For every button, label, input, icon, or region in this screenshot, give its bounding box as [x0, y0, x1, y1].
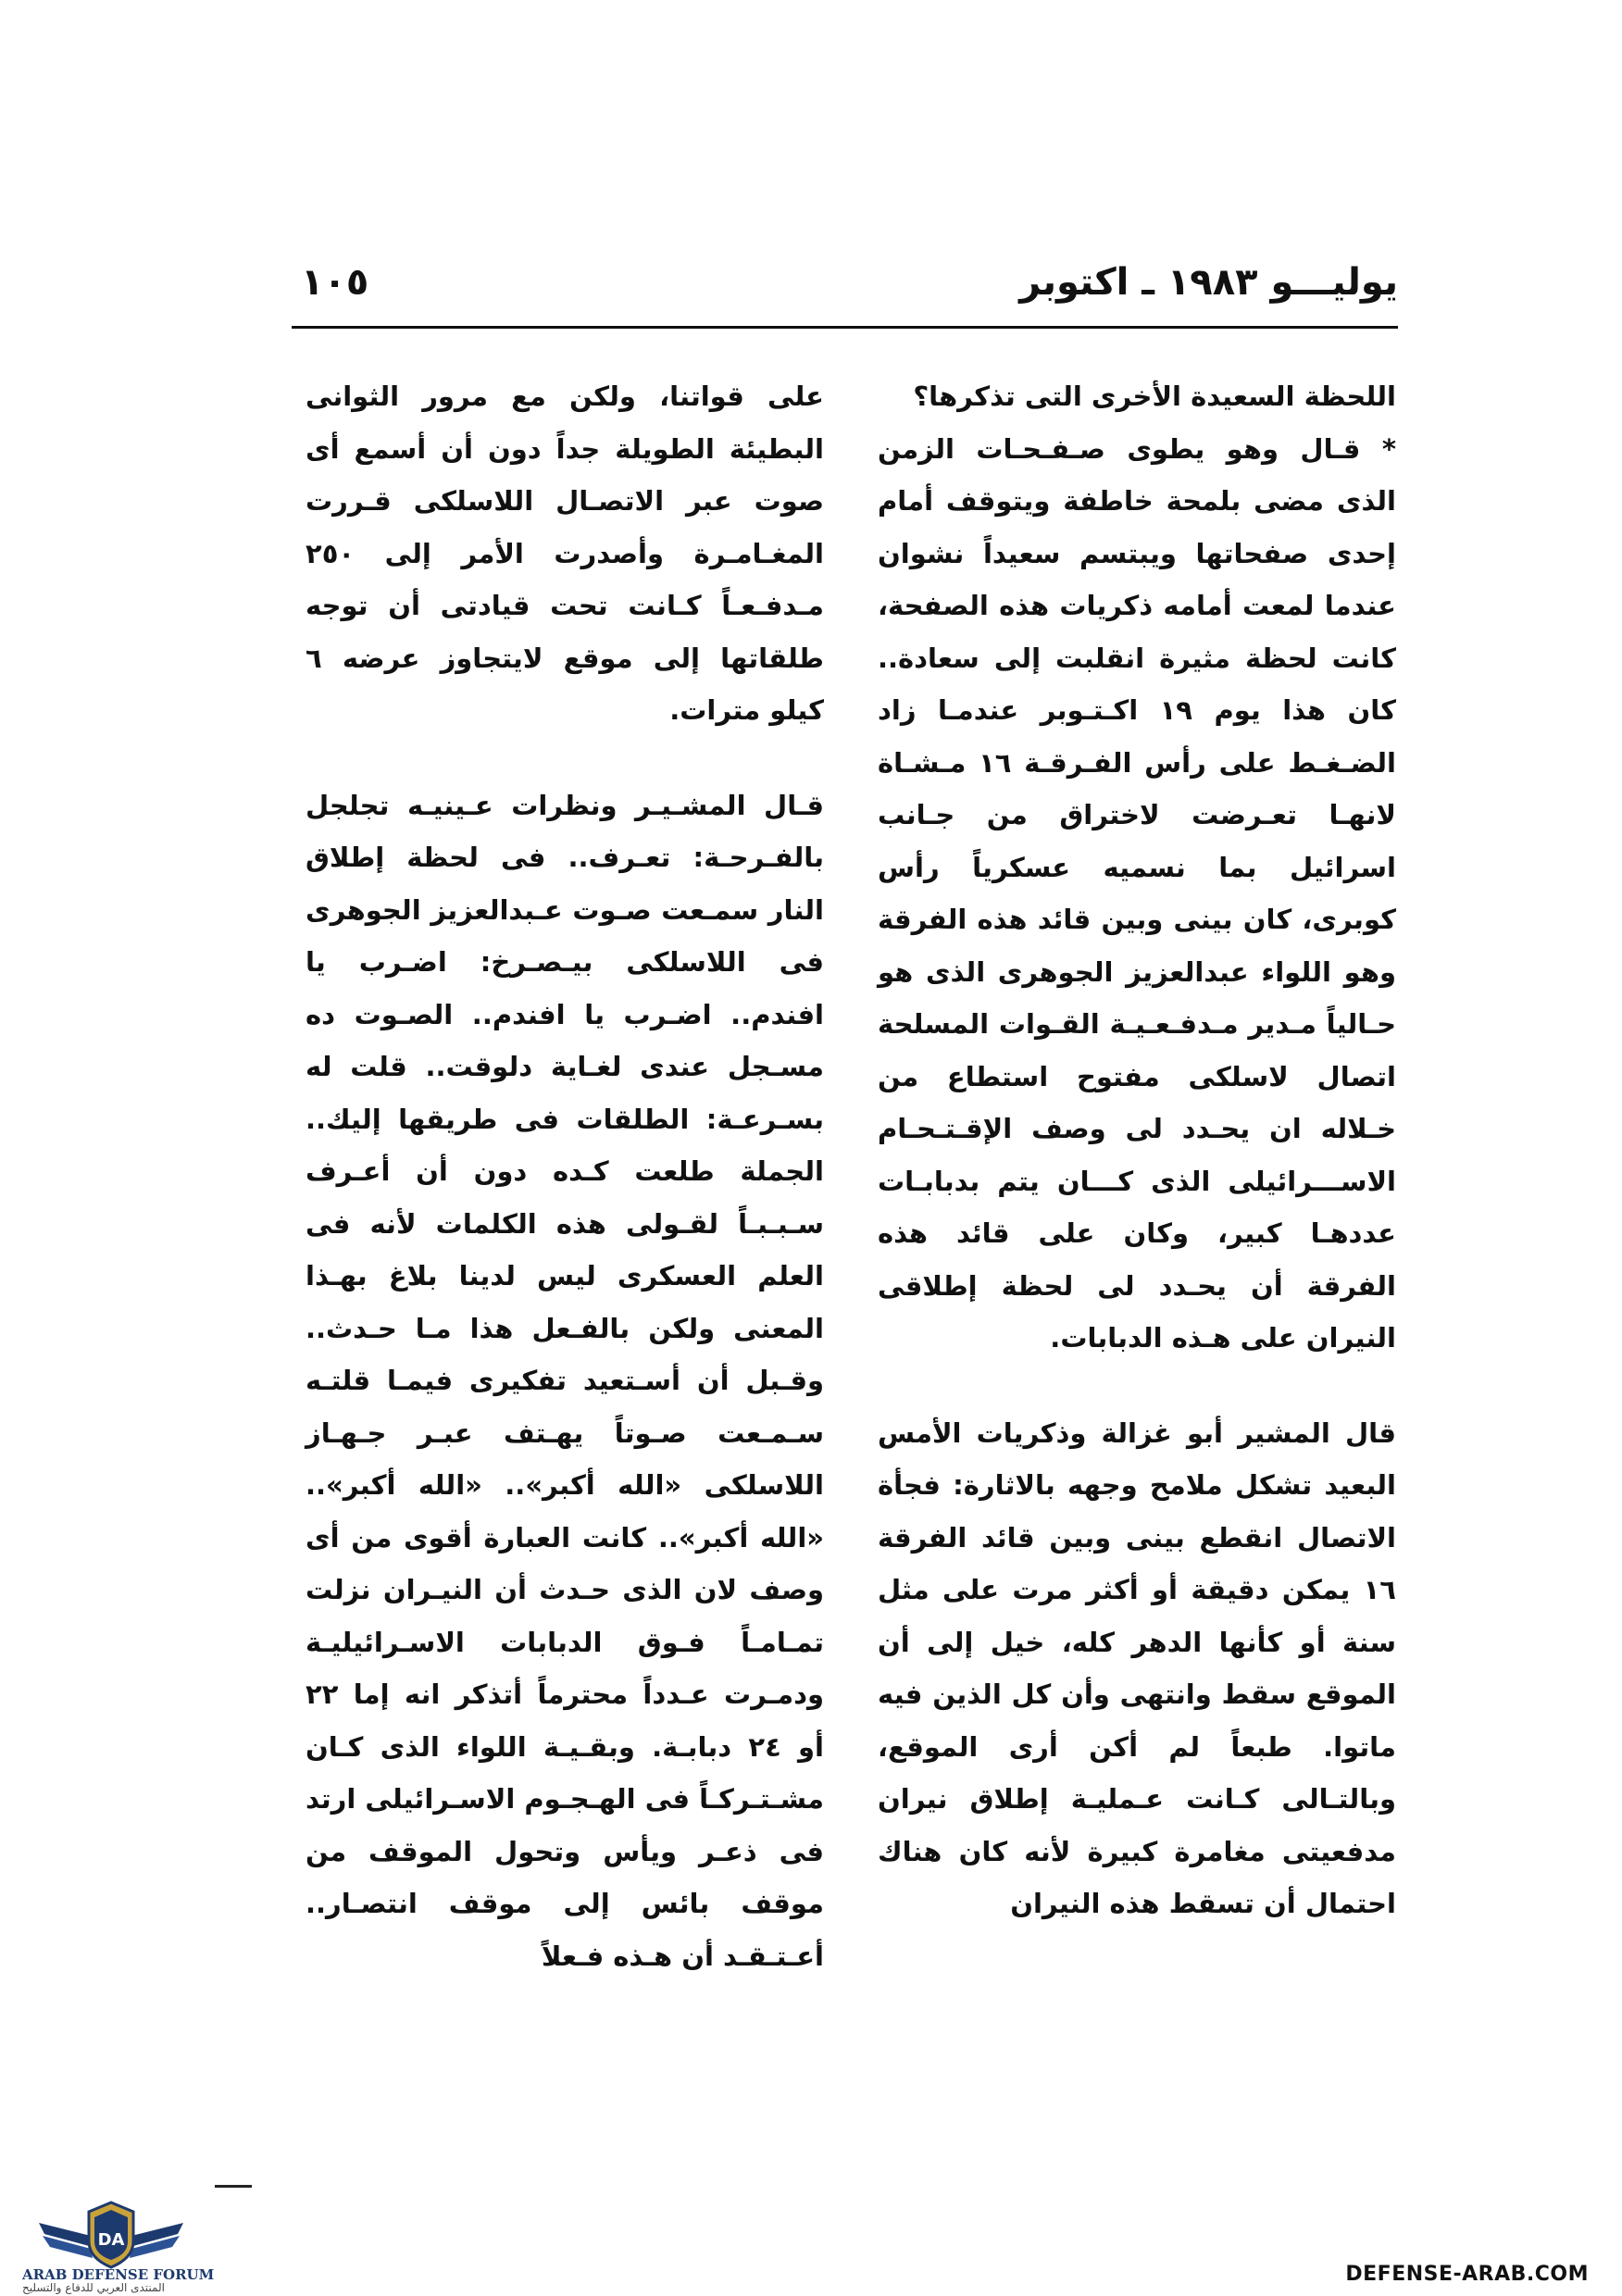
- paragraph-recollection: قال المشير أبو غزالة وذكريات الأمس البعيد تشكل ملامح وجهه بالاثارة: فجأة الاتصال انقطع بينى وبين قائد الفرقة ١٦ يمكن دقيقة أو أكثر مرت على مثل سنة أو كأنها الدهر كله، خيل إلى أن الموقع سقط وانتهى وأن كل الذين فيه ماتوا. طبعاً لم أكن أرى الموقع، وبالتـالى كـانت عـمليـة إطلاق نيران مدفعيتى مغامرة كبيرة لأنه كان هناك احتمال أن تسقط هذه النيران: [878, 1416, 1396, 1919]
- logo-subtitle: المنتدى العربي للدفاع والتسليح: [22, 2281, 165, 2294]
- page-header: [301, 261, 1398, 326]
- right-column: [878, 370, 1396, 2148]
- paragraph-continuation: على قواتنا، ولكن مع مرور الثوانى البطيئة الطويلة جداً دون أن أسمع أى صوت عبر الاتصـال اللاسلكى قـررت المغـامـرة وأصدرت الأمر إلى ٢٥٠ مـدفـعـاً كـانت تحت قيادتى أن توجه طلقاتها إلى موقع لايتجاوز عرضه ٦ كيلو مترات.: [306, 381, 824, 726]
- site-watermark: DEFENSE-ARAB.COM: [1345, 2263, 1589, 2286]
- logo-name: ARAB DEFENSE FORUM: [22, 2266, 215, 2283]
- left-column: [306, 370, 824, 2148]
- page-number: ١٠٥: [301, 261, 369, 304]
- paragraph-marshal-quote: قـال المشـيـر ونظرات عـينيـه تجلجل بالفـرحـة: تعـرف.. فى لحظة إطلاق النار سمـعت صـوت عـبدالعزيز الجوهرى فى اللاسلكى بيـصـرخ: اضـرب يا افندم.. اضـرب يا افندم.. الصـوت ده مسـجل عندى لغـاية دلوقت.. قلت له بسـرعـة: الطلقات فى طريقها إليك.. الجملة طلعت كـده دون أن أعـرف سـبـبـاً لقـولى هذه الكلمات لأنه فى العلم العسكرى ليس لدينا بلاغ بهـذا المعنى ولكن بالفـعل هذا مـا حـدث.. وقـبل أن أسـتعيد تفكيرى فيمـا قلتـه سـمـعت صـوتاً يهـتف عبـر جـهـاز اللاسلكى «الله أكبر».. «الله أكبر».. «الله أكبر».. كانت العبارة أقوى من أى وصف لان الذى حـدث أن النيـران نزلت تمـامـاً فـوق الدبابات الاسـرائيليـة ودمـرت عـدداً محترماً أتذكر انه إما ٢٢ أو ٢٤ دبابـة. وبقـيـة اللواء الذى كـان مشـتـركـاً فى الهـجـوم الاسـرائيلى ارتد فى ذعـر ويأس وتحول الموقف من موقف بائس إلى موقف انتصـار.. أعـتـقـد أن هـذه فـعلاً: [306, 789, 824, 1972]
- paragraph-answer: * قـال وهو يطوى صـفـحـات الزمن الذى مضى بلمحة خاطفة ويتوقف أمام إحدى صفحاتها ويبتسم سعيداً نشوان عندما لمعت أمامه ذكريات هذه الصفحة، كانت لحظة مثيرة انقلبت إلى سعادة.. كان هذا يوم ١٩ اكـتـوبر عندمـا زاد الضـغـط على رأس الفـرقـة ١٦ مـشـاة لانهـا تعـرضت لاختراق من جـانب اسرائيل بما نسميه عسكرياً رأس كوبرى، كان بينى وبين قائد هذه الفرقة وهو اللواء عبدالعزيز الجوهرى الذى هو حـالياً مـدير مـدفـعـيـة القـوات المسلحة اتصال لاسلكى مفتوح استطاع من خـلاله ان يحـدد لى وصف الإقـتـحـام الاســـرائيلى الذى كـــان يتم بدبابـات عددهـا كبير، وكان على قائد هذه الفرقة أن يحـدد لى لحظة إطلاقى النيران على هـذه الدبابات.: [878, 432, 1396, 1354]
- logo-initials: DA: [97, 2230, 125, 2250]
- footnote-rule: [215, 2185, 252, 2188]
- header-rule: [292, 326, 1398, 329]
- paragraph-question: اللحظة السعيدة الأخرى التى تذكرها؟: [913, 381, 1396, 412]
- running-title: يوليـــو ١٩٨٣ ـ اكتوبر: [1019, 261, 1398, 304]
